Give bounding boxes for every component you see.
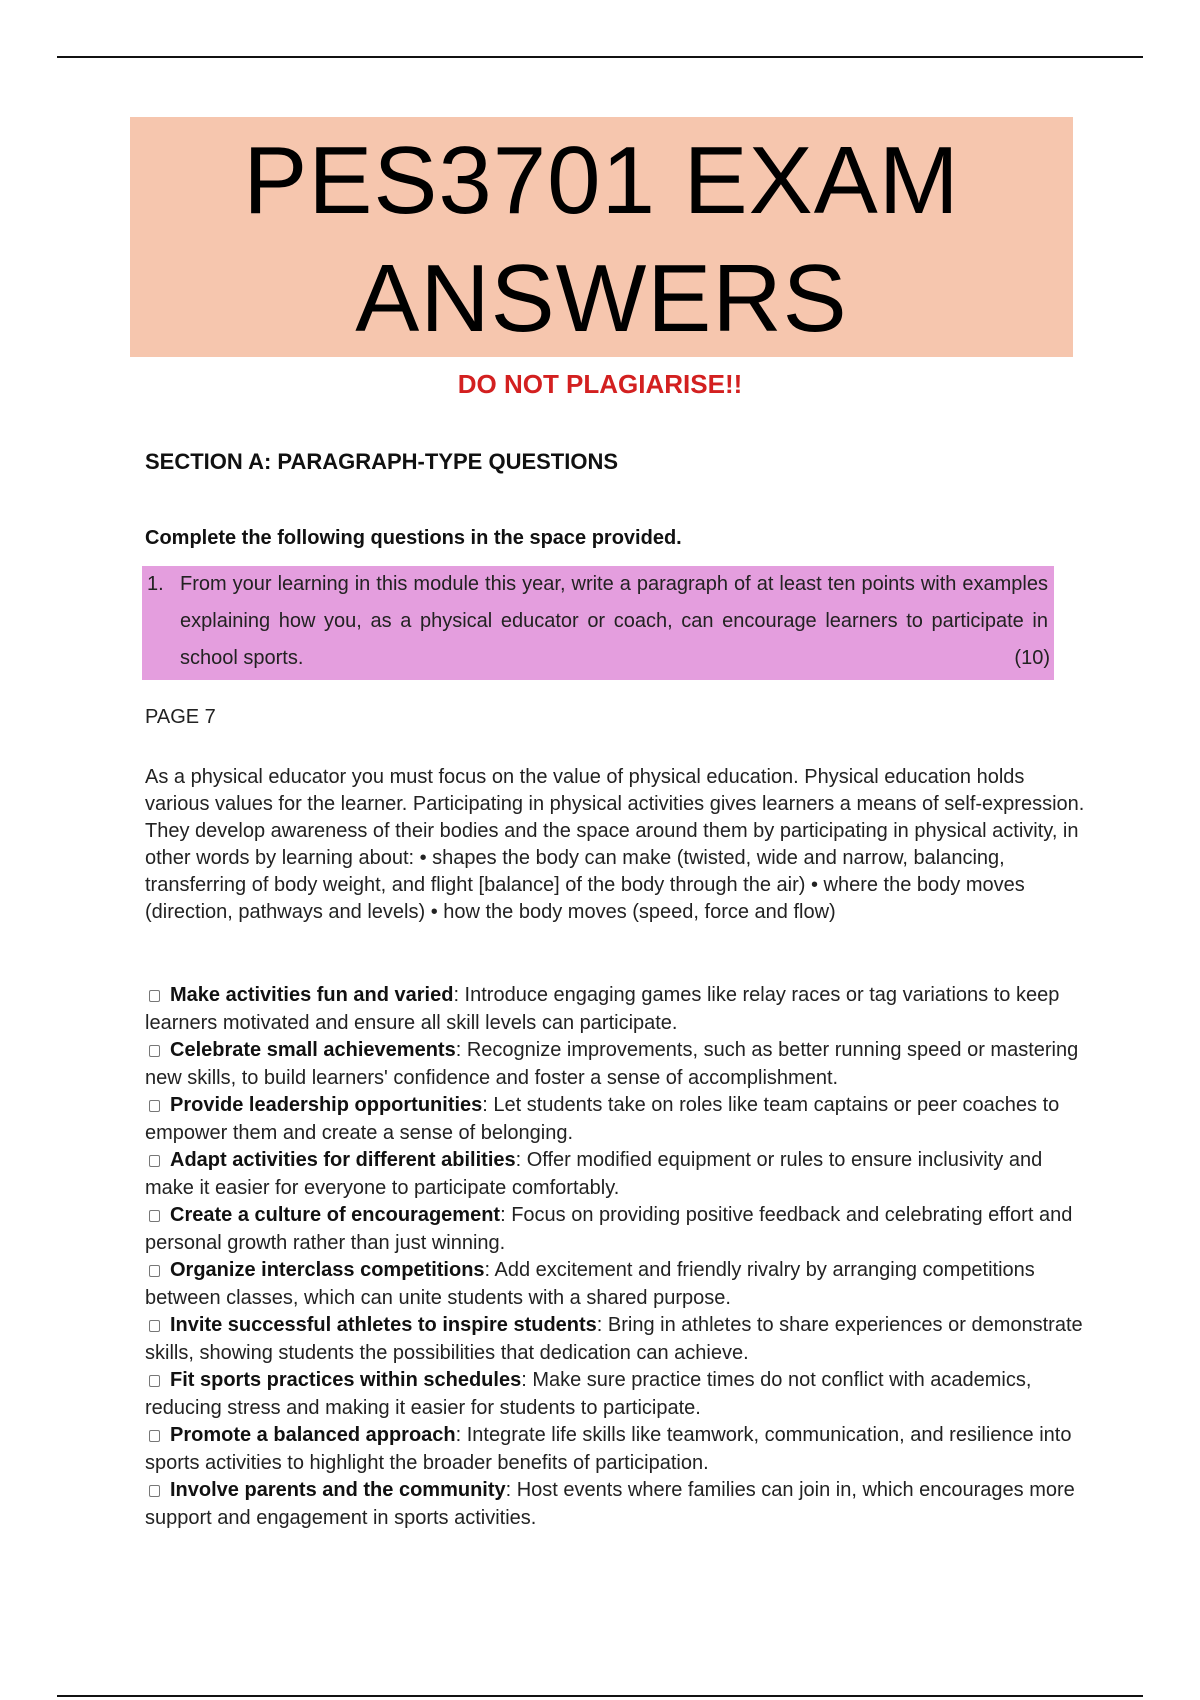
list-item [145, 982, 1090, 1037]
list-item [145, 1092, 1090, 1147]
bottom-rule [57, 1695, 1143, 1697]
point-title: Fit sports practices within schedules [170, 1369, 522, 1391]
point-text: : Focus on providing positive feedback and celebrating effort and personal growth rather than just winning. [145, 1204, 1073, 1254]
point-text: : Offer modified equipment or rules to ensure inclusivity and make it easier for everyone to participate comfortably. [145, 1149, 1043, 1199]
point-title: Make activities fun and varied [170, 984, 454, 1006]
point-text: : Add excitement and friendly rivalry by arranging competitions between classes, which can unite students with a shared purpose. [145, 1259, 1035, 1309]
list-item [145, 1037, 1090, 1092]
checkbox-bullet-icon [149, 990, 160, 1002]
point-title: Create a culture of encouragement [170, 1204, 501, 1226]
instruction-text: Complete the following questions in the space provided. [145, 527, 682, 549]
list-item [145, 1422, 1090, 1477]
point-text: : Recognize improvements, such as better running speed or mastering new skills, to build learners' confidence and foster a sense of accomplishment. [145, 1039, 1079, 1089]
point-title: Involve parents and the community [170, 1479, 506, 1501]
point-text: : Introduce engaging games like relay races or tag variations to keep learners motivated and ensure all skill levels can participate. [145, 984, 1060, 1034]
checkbox-bullet-icon [149, 1375, 160, 1387]
question-highlight [142, 566, 1054, 680]
point-title: Adapt activities for different abilities [170, 1149, 516, 1171]
checkbox-bullet-icon [149, 1485, 160, 1497]
point-title: Promote a balanced approach [170, 1424, 456, 1446]
checkbox-bullet-icon [149, 1155, 160, 1167]
title-line-2: ANSWERS [355, 245, 848, 352]
point-text: : Host events where families can join in, which encourages more support and engagement in sports activities. [145, 1479, 1075, 1529]
title-banner [130, 117, 1073, 357]
question-number: 1. [147, 573, 164, 595]
point-text: : Let students take on roles like team captains or peer coaches to empower them and create a sense of belonging. [145, 1094, 1060, 1144]
question-text: From your learning in this module this year, write a paragraph of at least ten points with examples explaining how you, as a physical educator or coach, can encourage learners to participate in school sports. [180, 573, 1048, 669]
point-text: : Integrate life skills like teamwork, communication, and resilience into sports activities to highlight the broader benefits of participation. [145, 1424, 1072, 1474]
page-reference: PAGE 7 [145, 706, 216, 728]
checkbox-bullet-icon [149, 1210, 160, 1222]
title-line-1: PES3701 EXAM [243, 127, 960, 234]
top-rule [57, 56, 1143, 58]
list-item [145, 1312, 1090, 1367]
list-item [145, 1202, 1090, 1257]
answer-points-list [145, 982, 1090, 1532]
point-title: Celebrate small achievements [170, 1039, 456, 1061]
intro-paragraph: As a physical educator you must focus on the value of physical education. Physical education holds various values for the learner. Participating in physical activities gives learners a means of self-expression. They develop awareness of their bodies and the space around them by participating in physical activity, in other words by learning about: • shapes the body can make (twisted, wide and narrow, balancing, transferring of body weight, and flight [balance] of the body through the air) • where the body moves (direction, pathways and levels) • how the body moves (speed, force and flow) [145, 766, 1085, 923]
checkbox-bullet-icon [149, 1100, 160, 1112]
point-title: Organize interclass competitions [170, 1259, 485, 1281]
list-item [145, 1477, 1090, 1532]
checkbox-bullet-icon [149, 1265, 160, 1277]
checkbox-bullet-icon [149, 1320, 160, 1332]
list-item [145, 1257, 1090, 1312]
list-item [145, 1147, 1090, 1202]
point-text: : Bring in athletes to share experiences or demonstrate skills, showing students the possibilities that dedication can achieve. [145, 1314, 1083, 1364]
point-title: Invite successful athletes to inspire students [170, 1314, 597, 1336]
checkbox-bullet-icon [149, 1045, 160, 1057]
plagiarism-warning: DO NOT PLAGIARISE!! [457, 369, 743, 399]
point-text: : Make sure practice times do not conflict with academics, reducing stress and making it easier for students to participate. [145, 1369, 1032, 1419]
question-marks: (10) [1014, 647, 1050, 669]
point-title: Provide leadership opportunities [170, 1094, 483, 1116]
section-heading: SECTION A: PARAGRAPH-TYPE QUESTIONS [145, 449, 619, 474]
list-item [145, 1367, 1090, 1422]
checkbox-bullet-icon [149, 1430, 160, 1442]
